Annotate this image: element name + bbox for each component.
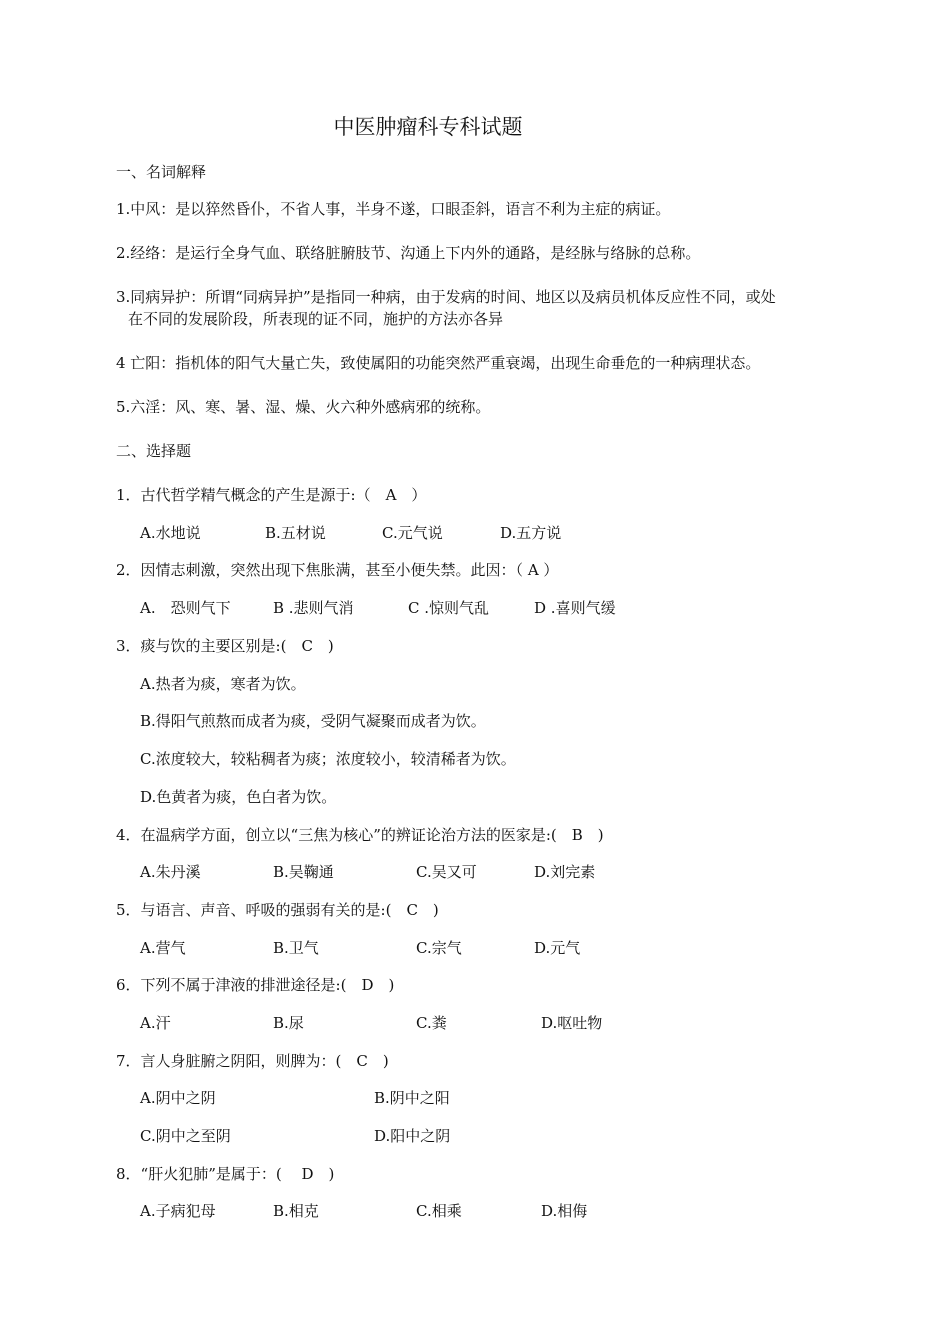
option: C .惊则气乱 bbox=[408, 599, 490, 617]
question: 5．与语言、声音、呼吸的强弱有关的是:( C ) bbox=[116, 901, 439, 919]
option: C.相乘 bbox=[416, 1202, 462, 1220]
option: B.得阳气煎熬而成者为痰，受阴气凝聚而成者为饮。 bbox=[140, 712, 486, 730]
option: A.水地说 bbox=[140, 524, 201, 542]
option: D.色黄者为痰，色白者为饮。 bbox=[140, 788, 337, 806]
option: A. 恐则气下 bbox=[140, 599, 231, 617]
option: B.卫气 bbox=[273, 939, 319, 957]
question: 6．下列不属于津液的排泄途径是:( D ) bbox=[116, 976, 395, 994]
option: B .悲则气消 bbox=[273, 599, 354, 617]
page-title: 中医肿瘤科专科试题 bbox=[333, 115, 523, 139]
option: C.浓度较大，较粘稠者为痰；浓度较小，较清稀者为饮。 bbox=[140, 750, 516, 768]
option: C.宗气 bbox=[416, 939, 462, 957]
term-item: 2.经络：是运行全身气血、联络脏腑肢节、沟通上下内外的通路，是经脉与络脉的总称。 bbox=[116, 244, 701, 262]
option: C.元气说 bbox=[382, 524, 443, 542]
option: B.五材说 bbox=[265, 524, 326, 542]
term-item: 5.六淫：风、寒、暑、湿、燥、火六种外感病邪的统称。 bbox=[116, 398, 491, 416]
question: 4．在温病学方面，创立以“三焦为核心”的辨证论治方法的医家是:( B ) bbox=[116, 826, 604, 844]
term-item-continuation: 在不同的发展阶段，所表现的证不同，施护的方法亦各异 bbox=[128, 310, 504, 328]
question: 8．“肝火犯肺”是属于：( D ) bbox=[116, 1165, 335, 1183]
option: B.吴鞠通 bbox=[273, 863, 334, 881]
option: B.相克 bbox=[273, 1202, 319, 1220]
option: C.粪 bbox=[416, 1014, 447, 1032]
question: 2．因情志刺激，突然出现下焦胀满，甚至小便失禁。此因：（ A ） bbox=[116, 561, 559, 579]
question: 1．古代哲学精气概念的产生是源于:（ A ） bbox=[116, 486, 427, 504]
option: D.阳中之阴 bbox=[374, 1127, 451, 1145]
section-heading-choice: 二、选择题 bbox=[116, 442, 192, 460]
option: A.子病犯母 bbox=[140, 1202, 216, 1220]
option: C.吴又可 bbox=[416, 863, 477, 881]
option: B.阴中之阳 bbox=[374, 1089, 450, 1107]
option: D.刘完素 bbox=[534, 863, 596, 881]
option: C.阴中之至阴 bbox=[140, 1127, 231, 1145]
option: D.呕吐物 bbox=[541, 1014, 603, 1032]
option: D.五方说 bbox=[500, 524, 562, 542]
term-item: 1.中风：是以猝然昏仆，不省人事，半身不遂，口眼歪斜，语言不利为主症的病证。 bbox=[116, 200, 671, 218]
question: 3．痰与饮的主要区别是:( C ) bbox=[116, 637, 334, 655]
option: A.朱丹溪 bbox=[140, 863, 201, 881]
section-heading-terms: 一、名词解释 bbox=[116, 163, 207, 181]
option: D .喜则气缓 bbox=[534, 599, 616, 617]
option: D.元气 bbox=[534, 939, 581, 957]
question: 7．言人身脏腑之阴阳，则脾为：( C ) bbox=[116, 1052, 389, 1070]
option: B.尿 bbox=[273, 1014, 304, 1032]
option: D.相侮 bbox=[541, 1202, 588, 1220]
option: A.阴中之阴 bbox=[140, 1089, 216, 1107]
term-item: 4 亡阳：指机体的阳气大量亡失，致使属阳的功能突然严重衰竭，出现生命垂危的一种病理状态。 bbox=[116, 354, 761, 372]
option: A.汗 bbox=[140, 1014, 171, 1032]
option: A.热者为痰，寒者为饮。 bbox=[140, 675, 306, 693]
option: A.营气 bbox=[140, 939, 186, 957]
term-item: 3.同病异护：所谓“同病异护”是指同一种病，由于发病的时间、地区以及病员机体反应性不同，或处 bbox=[116, 288, 776, 306]
